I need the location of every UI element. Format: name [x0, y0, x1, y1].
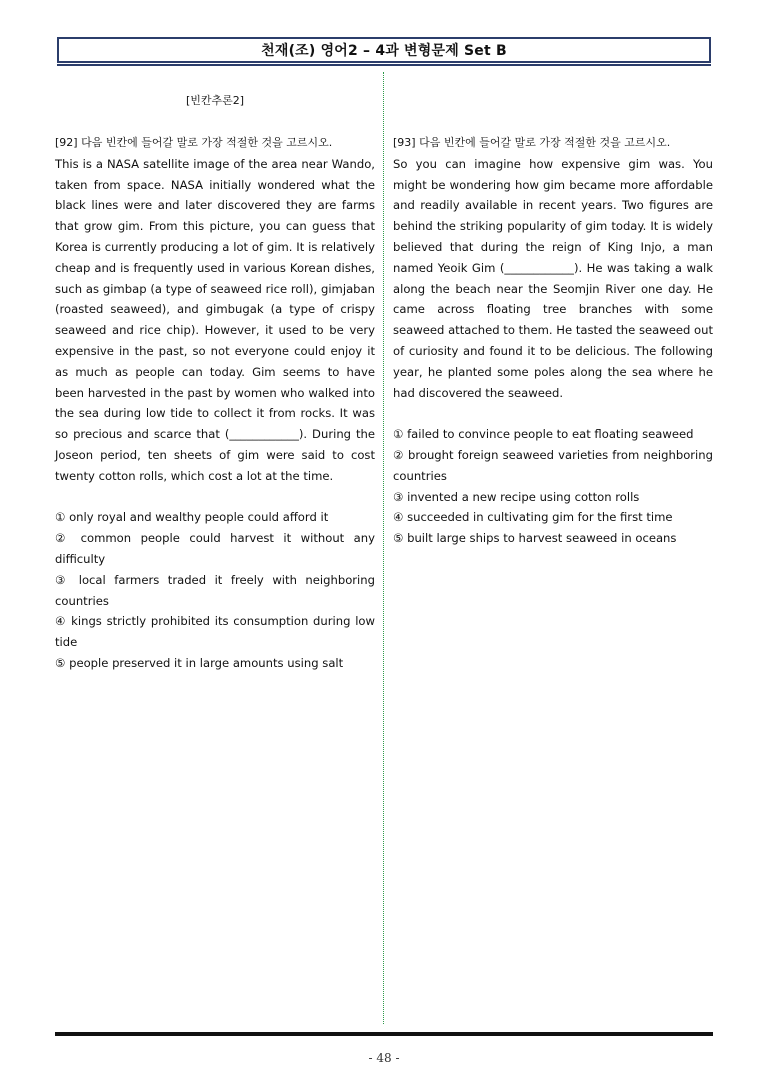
- header-title: 천재(조) 영어2 – 4과 변형문제 Set B: [261, 43, 507, 59]
- question-92: [55, 133, 375, 674]
- page-number: - 48 -: [368, 1051, 400, 1065]
- question-passage: This is a NASA satellite image of the area near Wando, taken from space. NASA initially wondered what the black lines were and later discovered they are farms that grow gim. From this picture, you can guess that Korea is currently producing a lot of gim. It is relatively cheap and is frequently used in various Korean dishes, such as gimbap (a type of seaweed rice roll), gimjaban (roasted seaweed), and gimbugak (a type of crispy seaweed and rice chip). However, it used to be very expensive in the past, so not everyone could enjoy it as much as people can today. Gim seems to have been harvested in the past by women who walked into the sea during low tide to collect it from rocks. It was so precious and scarce that (____________). During the Joseon period, ten sheets of gim were said to cost twenty cotton rolls, which cost a lot at the time.: [55, 156, 375, 483]
- section-label: [빈칸추론2]: [186, 94, 245, 107]
- answer-option-4[interactable]: ④ kings strictly prohibited its consumption during low tide: [55, 614, 375, 650]
- page-header: [57, 37, 711, 63]
- answer-option-3[interactable]: ③ invented a new recipe using cotton rolls: [393, 489, 640, 504]
- footer-rule: [55, 1032, 713, 1036]
- answer-option-5[interactable]: ⑤ built large ships to harvest seaweed in oceans: [393, 531, 677, 546]
- question-passage: So you can imagine how expensive gim was. You might be wondering how gim became more affordable and readily available in recent years. Two figures are behind the striking popularity of gim today. It is widely believed that during the reign of King Injo, a man named Yeoik Gim (____________). He was taking a walk along the beach near the Seomjin River one day. He came across floating tree branches with some seaweed attached to them. He tasted the seaweed out of curiosity and found it to be delicious. The following year, he planted some poles along the sea where he had discovered the seaweed.: [393, 156, 714, 400]
- answer-options: [55, 507, 375, 673]
- answer-option-2[interactable]: ② brought foreign seaweed varieties from neighboring countries: [393, 447, 713, 483]
- question-title: [93] 다음 빈칸에 들어갈 말로 가장 적절한 것을 고르시오.: [393, 136, 671, 149]
- answer-option-5[interactable]: ⑤ people preserved it in large amounts using salt: [55, 655, 344, 670]
- column-divider: [383, 72, 384, 1024]
- question-title: [92] 다음 빈칸에 들어갈 말로 가장 적절한 것을 고르시오.: [55, 136, 333, 149]
- answer-option-1[interactable]: ① only royal and wealthy people could afford it: [55, 510, 329, 525]
- answer-option-3[interactable]: ③ local farmers traded it freely with neighboring countries: [55, 572, 375, 608]
- answer-option-4[interactable]: ④ succeeded in cultivating gim for the first time: [393, 510, 673, 525]
- answer-option-2[interactable]: ② common people could harvest it without any difficulty: [55, 531, 375, 566]
- answer-option-1[interactable]: ① failed to convince people to eat floating seaweed: [393, 427, 694, 442]
- header-underline: [57, 64, 711, 66]
- answer-options: [393, 424, 713, 549]
- question-93: [393, 133, 713, 549]
